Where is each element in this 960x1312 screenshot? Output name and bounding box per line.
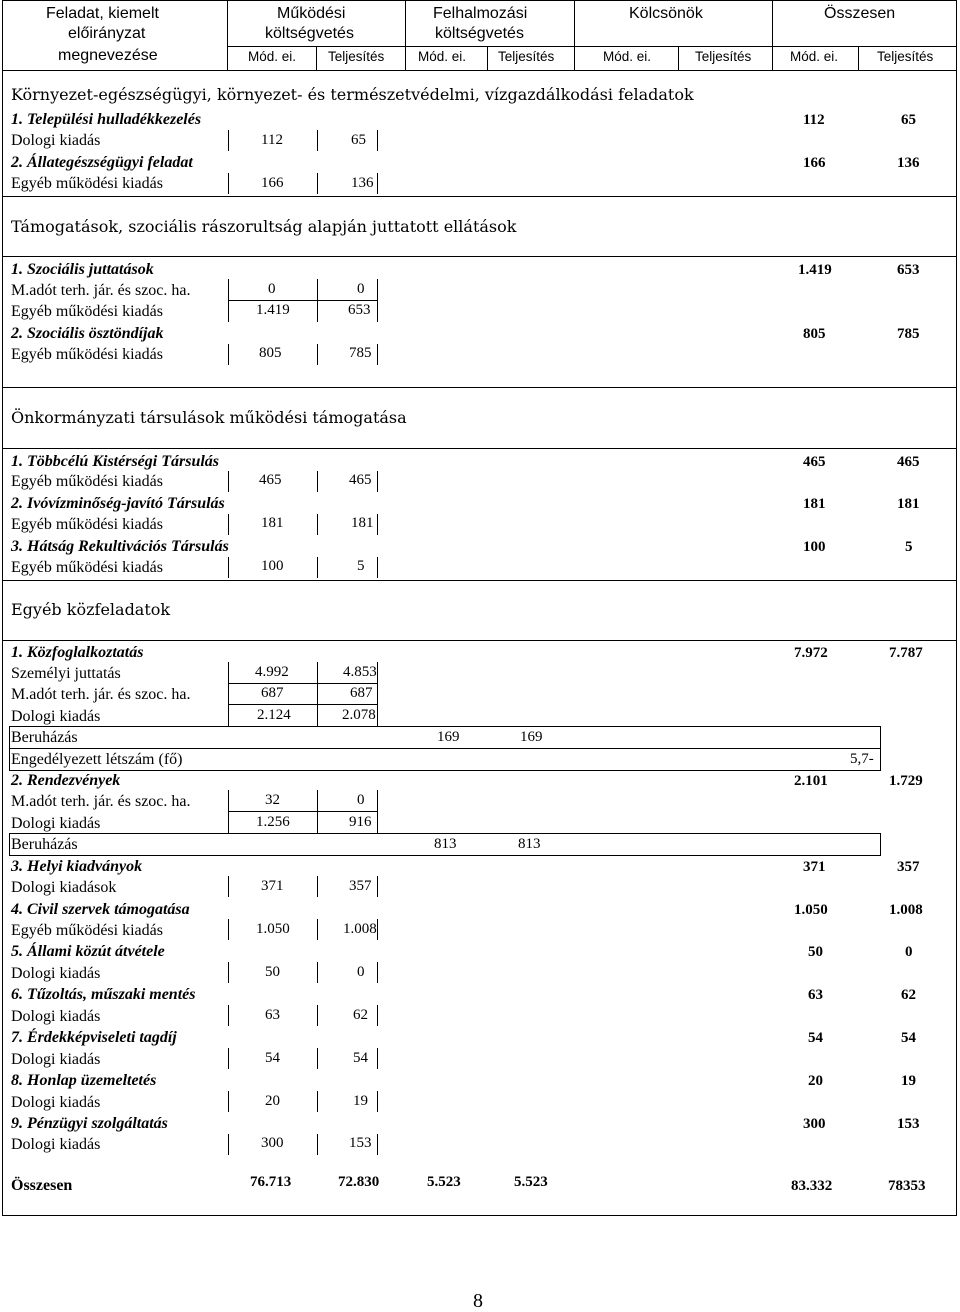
- section-divider: [2, 256, 957, 257]
- value-cell-divider: [317, 876, 318, 897]
- item-label: Dologi kiadás: [11, 708, 101, 725]
- capital-teljesites: 169: [520, 729, 543, 745]
- group-label: 2. Szociális ösztöndíjak: [11, 325, 164, 342]
- header-capital-line2: költségvetés: [435, 25, 524, 42]
- total-mod-ei: 50: [808, 944, 823, 960]
- item-label: Engedélyezett létszám (fő): [11, 751, 183, 768]
- section-title: Önkormányzati társulások működési támogatása: [11, 408, 407, 427]
- total-teljesites: 785: [897, 326, 920, 342]
- group-label: 2. Állategészségügyi feladat: [11, 154, 193, 171]
- operating-teljesites: 916: [349, 814, 372, 830]
- total-teljesites: 181: [897, 496, 920, 512]
- total-teljesites: 7.787: [889, 645, 923, 661]
- total-mod-ei: 54: [808, 1030, 823, 1046]
- total-teljesites: 54: [901, 1030, 916, 1046]
- operating-teljesites: 19: [353, 1093, 368, 1109]
- total-mod-ei: 805: [803, 326, 826, 342]
- header-loans: Kölcsönök: [629, 5, 703, 22]
- group-label: 3. Helyi kiadványok: [11, 858, 143, 875]
- item-label: Egyéb működési kiadás: [11, 473, 163, 490]
- operating-mod-ei: 63: [265, 1007, 280, 1023]
- total-mod-ei: 2.101: [794, 773, 828, 789]
- header-task-line2: előirányzat: [68, 25, 146, 42]
- operating-teljesites: 465: [349, 472, 372, 488]
- row-rule: [9, 833, 881, 834]
- header-divider: [678, 46, 679, 70]
- total-teljesites: 465: [897, 454, 920, 470]
- row-rule-edge: [880, 833, 881, 855]
- operating-mod-ei: 112: [261, 132, 283, 148]
- value-cell-divider: [317, 1091, 318, 1112]
- operating-teljesites: 4.853: [343, 664, 377, 680]
- total-mod-ei: 7.972: [794, 645, 828, 661]
- total-mod-ei: 300: [803, 1116, 826, 1132]
- header-mod-ei: Mód. ei.: [790, 49, 839, 64]
- operating-mod-ei: 166: [261, 175, 284, 191]
- item-label: Dologi kiadás: [11, 1008, 101, 1025]
- row-rule: [9, 726, 881, 727]
- capital-mod-ei: 813: [434, 836, 457, 852]
- operating-mod-ei: 20: [265, 1093, 280, 1109]
- header-bottom: [2, 70, 957, 71]
- total-teljesites: 153: [897, 1116, 920, 1132]
- operating-teljesites: 54: [353, 1050, 368, 1066]
- section-divider: [2, 387, 957, 388]
- row-rule-edge: [9, 726, 10, 770]
- section-divider: [2, 196, 957, 197]
- operating-teljesites: 5: [357, 558, 365, 574]
- value-cell-divider: [317, 344, 318, 365]
- item-label: M.adót terh. jár. és szoc. ha.: [11, 793, 191, 810]
- item-label: Egyéb működési kiadás: [11, 922, 163, 939]
- grand-total-operating-teljesites: 72.830: [338, 1174, 380, 1190]
- operating-mod-ei: 0: [268, 281, 276, 297]
- page-number: 8: [473, 1290, 483, 1312]
- item-label: Egyéb működési kiadás: [11, 559, 163, 576]
- operating-mod-ei: 1.419: [256, 302, 290, 318]
- section-divider: [2, 640, 957, 641]
- group-label: 4. Civil szervek támogatása: [11, 901, 190, 918]
- operating-mod-ei: 1.050: [256, 921, 290, 937]
- operating-mod-ei: 4.992: [255, 664, 289, 680]
- headcount-value: 5,7-: [850, 751, 874, 767]
- header-divider: [405, 0, 406, 70]
- operating-teljesites: 153: [349, 1135, 372, 1151]
- value-cell: [228, 557, 378, 578]
- grand-total-capital-teljesites: 5.523: [514, 1174, 548, 1190]
- operating-mod-ei: 32: [265, 792, 280, 808]
- header-teljesites: Teljesítés: [498, 49, 555, 64]
- header-capital-line1: Felhalmozási: [433, 5, 528, 22]
- total-teljesites: 5: [905, 539, 913, 555]
- group-label: 3. Hátság Rekultivációs Társulás: [11, 538, 229, 555]
- operating-teljesites: 62: [353, 1007, 368, 1023]
- item-label: Dologi kiadás: [11, 1051, 101, 1068]
- total-mod-ei: 63: [808, 987, 823, 1003]
- item-label: Dologi kiadás: [11, 965, 101, 982]
- grand-total-mod-ei: 83.332: [791, 1178, 833, 1194]
- group-label: 5. Állami közút átvétele: [11, 943, 165, 960]
- row-rule: [9, 855, 881, 856]
- header-total: Összesen: [824, 5, 896, 22]
- header-divider: [858, 46, 859, 70]
- total-mod-ei: 112: [803, 112, 825, 128]
- value-cell-divider: [317, 1005, 318, 1026]
- operating-teljesites: 65: [351, 132, 366, 148]
- value-cell-divider: [317, 130, 318, 151]
- header-task-line1: Feladat, kiemelt: [46, 5, 159, 22]
- total-teljesites: 136: [897, 155, 920, 171]
- operating-mod-ei: 465: [259, 472, 282, 488]
- grand-total-label: Összesen: [11, 1177, 73, 1194]
- operating-teljesites: 785: [349, 345, 372, 361]
- header-divider: [227, 0, 228, 70]
- header-mod-ei: Mód. ei.: [603, 49, 652, 64]
- group-label: 1. Települési hulladékkezelés: [11, 111, 202, 128]
- row-rule: [9, 748, 881, 749]
- header-divider: [772, 0, 773, 70]
- operating-mod-ei: 2.124: [257, 707, 291, 723]
- header-operating-line2: költségvetés: [265, 25, 354, 42]
- operating-teljesites: 181: [351, 515, 374, 531]
- value-cell-divider: [228, 300, 378, 301]
- group-label: 2. Ivóvízminőség-javító Társulás: [11, 495, 225, 512]
- total-mod-ei: 371: [803, 859, 826, 875]
- item-label: Beruházás: [11, 836, 78, 853]
- value-cell-divider: [228, 704, 378, 705]
- header-mod-ei: Mód. ei.: [248, 49, 297, 64]
- total-mod-ei: 100: [803, 539, 826, 555]
- value-cell-divider: [317, 173, 318, 194]
- value-cell-divider: [317, 962, 318, 983]
- item-label: Dologi kiadás: [11, 1094, 101, 1111]
- operating-teljesites: 687: [350, 685, 373, 701]
- value-cell-divider: [317, 514, 318, 535]
- operating-mod-ei: 805: [259, 345, 282, 361]
- operating-mod-ei: 300: [261, 1135, 284, 1151]
- row-rule: [9, 770, 881, 771]
- item-label: Egyéb működési kiadás: [11, 516, 163, 533]
- operating-teljesites: 2.078: [342, 707, 376, 723]
- group-label: 7. Érdekképviseleti tagdíj: [11, 1029, 177, 1046]
- total-teljesites: 1.008: [889, 902, 923, 918]
- operating-teljesites: 136: [351, 175, 374, 191]
- item-label: Dologi kiadások: [11, 879, 117, 896]
- total-teljesites: 1.729: [889, 773, 923, 789]
- value-cell-divider: [317, 662, 318, 726]
- value-cell-divider: [317, 471, 318, 492]
- section-divider: [2, 448, 957, 449]
- item-label: Dologi kiadás: [11, 132, 101, 149]
- section-title: Egyéb közfeladatok: [11, 600, 171, 619]
- item-label: Egyéb működési kiadás: [11, 346, 163, 363]
- row-rule-edge: [880, 726, 881, 770]
- operating-teljesites: 0: [357, 964, 365, 980]
- group-label: 8. Honlap üzemeltetés: [11, 1072, 157, 1089]
- group-label: 9. Pénzügyi szolgáltatás: [11, 1115, 168, 1132]
- header-mod-ei: Mód. ei.: [418, 49, 467, 64]
- operating-teljesites: 653: [348, 302, 371, 318]
- value-cell-divider: [228, 683, 378, 684]
- total-teljesites: 19: [901, 1073, 916, 1089]
- total-teljesites: 357: [897, 859, 920, 875]
- group-label: 1. Szociális juttatások: [11, 261, 154, 278]
- item-label: Egyéb működési kiadás: [11, 175, 163, 192]
- group-label: 1. Közfoglalkoztatás: [11, 644, 144, 661]
- grand-total-teljesites: 78353: [888, 1178, 926, 1194]
- header-teljesites: Teljesítés: [877, 49, 934, 64]
- header-divider: [316, 46, 317, 70]
- value-cell-divider: [228, 811, 378, 812]
- total-teljesites: 65: [901, 112, 916, 128]
- header-operating-line1: Működési: [277, 5, 346, 22]
- value-cell-divider: [317, 919, 318, 940]
- group-label: 2. Rendezvények: [11, 772, 121, 789]
- header-teljesites: Teljesítés: [695, 49, 752, 64]
- capital-teljesites: 813: [518, 836, 541, 852]
- total-mod-ei: 1.050: [794, 902, 828, 918]
- capital-mod-ei: 169: [437, 729, 460, 745]
- group-label: 6. Tűzoltás, műszaki mentés: [11, 986, 196, 1003]
- header-divider: [487, 46, 488, 70]
- value-cell-divider: [317, 557, 318, 578]
- operating-teljesites: 0: [357, 792, 365, 808]
- total-teljesites: 62: [901, 987, 916, 1003]
- item-label: M.adót terh. jár. és szoc. ha.: [11, 282, 191, 299]
- item-label: M.adót terh. jár. és szoc. ha.: [11, 686, 191, 703]
- value-cell-divider: [317, 1134, 318, 1155]
- row-rule-edge: [9, 833, 10, 855]
- item-label: Személyi juttatás: [11, 665, 121, 682]
- operating-mod-ei: 371: [261, 878, 284, 894]
- header-subline: [227, 46, 957, 47]
- total-mod-ei: 181: [803, 496, 826, 512]
- total-mod-ei: 166: [803, 155, 826, 171]
- section-title: Környezet-egészségügyi, környezet- és természetvédelmi, vízgazdálkodási feladatok: [11, 85, 694, 104]
- operating-mod-ei: 687: [261, 685, 284, 701]
- operating-mod-ei: 54: [265, 1050, 280, 1066]
- item-label: Dologi kiadás: [11, 1136, 101, 1153]
- total-mod-ei: 1.419: [798, 262, 832, 278]
- grand-total-operating-mod-ei: 76.713: [250, 1174, 292, 1190]
- operating-teljesites: 1.008: [343, 921, 377, 937]
- operating-mod-ei: 50: [265, 964, 280, 980]
- total-mod-ei: 465: [803, 454, 826, 470]
- grand-total-capital-mod-ei: 5.523: [427, 1174, 461, 1190]
- header-divider: [574, 0, 575, 70]
- item-label: Dologi kiadás: [11, 815, 101, 832]
- total-teljesites: 653: [897, 262, 920, 278]
- operating-mod-ei: 1.256: [256, 814, 290, 830]
- item-label: Egyéb működési kiadás: [11, 303, 163, 320]
- value-cell-divider: [317, 1048, 318, 1069]
- section-divider: [2, 580, 957, 581]
- header-teljesites: Teljesítés: [328, 49, 385, 64]
- operating-teljesites: 357: [349, 878, 372, 894]
- total-teljesites: 0: [905, 944, 913, 960]
- section-title: Támogatások, szociális rászorultság alapján juttatott ellátások: [11, 217, 517, 236]
- operating-mod-ei: 100: [261, 558, 284, 574]
- operating-teljesites: 0: [357, 281, 365, 297]
- header-task-line3: megnevezése: [58, 47, 158, 64]
- group-label: 1. Többcélú Kistérségi Társulás: [11, 453, 220, 470]
- item-label: Beruházás: [11, 729, 78, 746]
- operating-mod-ei: 181: [261, 515, 284, 531]
- value-cell: [228, 962, 378, 983]
- total-mod-ei: 20: [808, 1073, 823, 1089]
